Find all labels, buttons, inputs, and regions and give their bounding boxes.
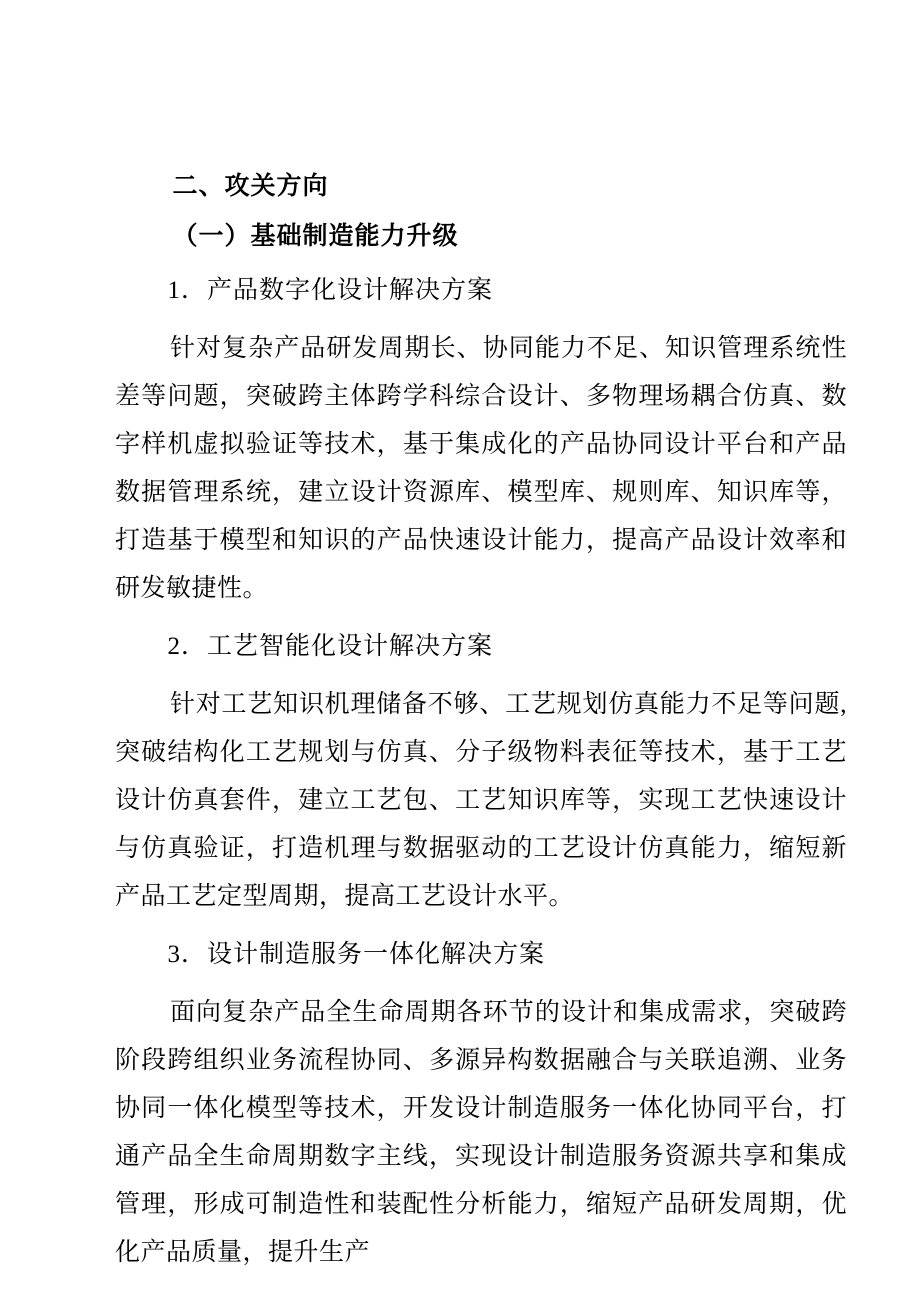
document-text-area xyxy=(115,163,847,1287)
solution-paragraph-2: 针对工艺知识机理储备不够、工艺规划仿真能力不足等问题,突破结构化工艺规划与仿真、分子级物料表征等技术，基于工艺设计仿真套件，建立工艺包、工艺知识库等，实现工艺快速设计与仿真验证，打造机理与数据驱动的工艺设计仿真能力，缩短新产品工艺定型周期，提高工艺设计水平。 xyxy=(115,691,847,910)
solution-paragraph-1: 针对复杂产品研发周期长、协同能力不足、知识管理系统性差等问题，突破跨主体跨学科综合设计、多物理场耦合仿真、数字样机虚拟验证等技术，基于集成化的产品协同设计平台和产品数据管理系统，建立设计资源库、模型库、规则库、知识库等，打造基于模型和知识的产品快速设计能力，提高产品设计效率和研发敏捷性。 xyxy=(115,335,847,602)
section-heading: 二、攻关方向 xyxy=(172,173,329,200)
solution-heading-1: 1．产品数字化设计解决方案 xyxy=(167,277,494,304)
solution-heading-2: 2．工艺智能化设计解决方案 xyxy=(167,633,494,660)
solution-heading-3: 3．设计制造服务一体化解决方案 xyxy=(167,941,546,968)
solution-paragraph-3: 面向复杂产品全生命周期各环节的设计和集成需求，突破跨阶段跨组织业务流程协同、多源异构数据融合与关联追溯、业务协同一体化模型等技术，开发设计制造服务一体化协同平台，打通产品全生命周期数字主线，实现设计制造服务资源共享和集成管理，形成可制造性和装配性分析能力，缩短产品研发周期，优化产品质量，提升生产 xyxy=(115,999,847,1266)
subsection-heading: （一）基础制造能力升级 xyxy=(172,223,459,250)
